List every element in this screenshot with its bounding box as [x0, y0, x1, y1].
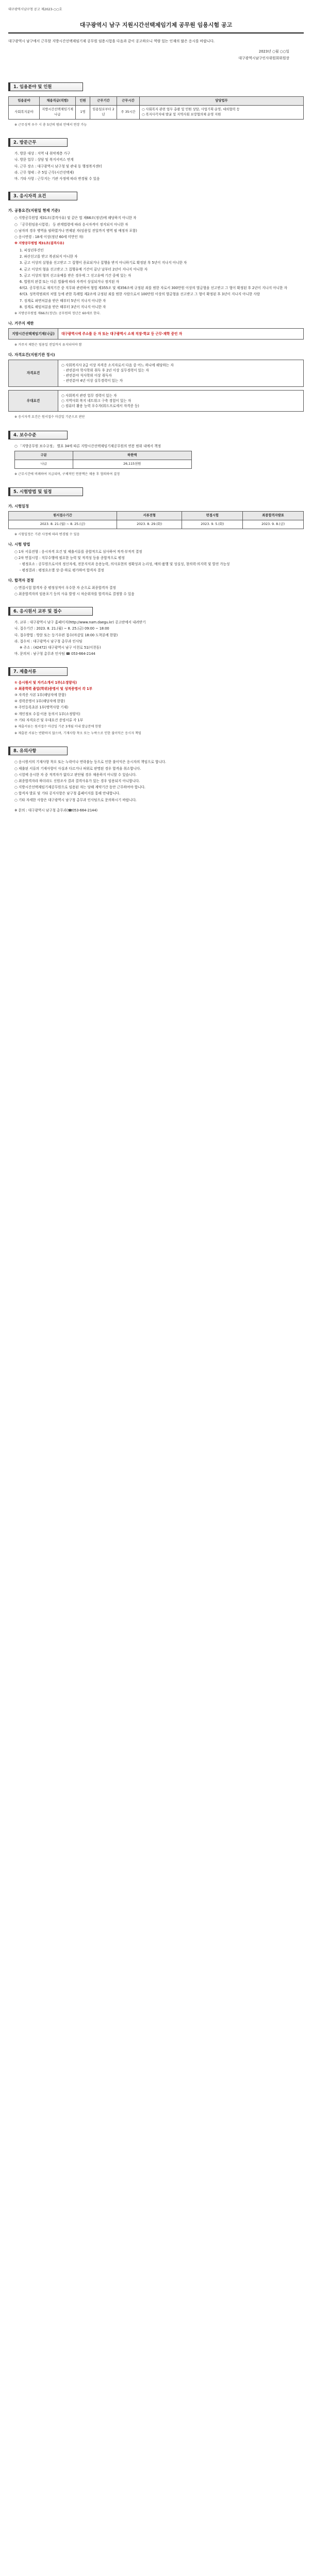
- list-item: 라. 접수처 : 대구광역시 남구청 총무과 인사팀: [14, 639, 83, 643]
- schedule-table: [8, 511, 304, 529]
- table-row: [15, 460, 192, 468]
- list-item: ○ 사회복지 관련 업무 경력이 있는 자: [61, 393, 117, 398]
- intro-text: 대구광역시 남구에서 근무할 지방시간선택제임기제 공무원 임용시험을 다음과 같이 공고하오니 역량 있는 인재의 많은 응시를 바랍니다.: [8, 39, 215, 43]
- page-title: 대구광역시 남구 지원시간선택제임기제 공무원 임용시험 공고: [8, 21, 304, 33]
- section-8-heading: 8. 유의사항: [8, 747, 68, 755]
- list-item: ※ 주소 : (42472) 대구광역시 남구 이천로 51(이천동): [20, 646, 101, 650]
- sub-heading: 가. 시험일정: [8, 504, 29, 509]
- th-hours: 근무시간: [117, 97, 140, 106]
- th-term: 근무기간: [90, 97, 117, 106]
- sub-heading: 나. 거주지 제한: [8, 320, 34, 326]
- list-item: ③ 자격증 사본 1부(해당자에 한함): [14, 693, 67, 697]
- list-item: 나. 방문 업무 : 상담 및 복지서비스 연계: [14, 158, 74, 162]
- th-duties: 담당업무: [140, 97, 304, 106]
- list-item: 5. 금고 이상의 형의 선고유예를 받은 경우에 그 선고유예 기간 중에 있는 자: [20, 273, 132, 278]
- preference-table: [8, 390, 304, 412]
- disqualification-note-heading: ※ 지방공무원법 제31조(결격사유): [14, 242, 64, 246]
- section-2-heading: 2. 방문근무: [8, 138, 68, 147]
- preference-label: 우대요건: [9, 391, 58, 412]
- list-item: ② 최종학력 졸업(학위)증명서 및 성적증명서 각 1부: [14, 686, 92, 691]
- list-item: ○ 「공무원임용시험령」 등 관계법령에 따라 응시자격이 정지되지 아니한 자: [14, 222, 128, 227]
- schedule-note: ※ 시험일정은 기관 사정에 따라 변경될 수 있음: [14, 532, 80, 536]
- th-count: 인원: [76, 97, 90, 106]
- list-item: 7. 징계로 파면처분을 받은 때부터 5년이 지나지 아니한 자: [20, 298, 106, 303]
- list-item: ○ 기타 자세한 사항은 대구광역시 남구청 총무과 인사팀으로 문의하시기 바랍니다.: [14, 798, 137, 802]
- th-apply: 원서접수기간: [9, 512, 117, 520]
- section-7-heading: 7. 제출서류: [8, 667, 68, 676]
- list-item: 마. 문의처 : 남구청 총무과 인사팀 ☎ 053-664-2144: [14, 652, 95, 656]
- cell-count: 1명: [76, 106, 90, 120]
- list-item: 다. 근무 장소 : 대구광역시 남구청 및 관내 동 행정복지센터: [14, 164, 102, 168]
- list-item: ○ 지방시간선택제임기제공무원으로 임용된 자는 당해 계약기간 동안 근무하여야 합니다.: [14, 785, 145, 790]
- list-item: ○ 최종합격자라 하더라도 신원조사 결과 결격사유가 있는 경우 임용되지 아니합니다.: [14, 778, 140, 783]
- residence-label: 지방시간선택제임기제(나급): [9, 329, 58, 339]
- list-item: ○ 최종합격자의 임용포기 등의 사유 발생 시 차순위자를 합격자로 결정할 수 있음: [14, 592, 135, 596]
- list-item: ○ 시험에 응시한 자 중 적격자가 없다고 판단될 경우 채용하지 아니할 수 있습니다.: [14, 772, 137, 777]
- cell-field: 사회복지분야: [9, 106, 40, 120]
- list-item: - 관련분야 4년 이상 실무경력이 있는 자: [61, 379, 123, 383]
- list-item: ○ 응시연령 : 18세 이상(정년 60세 미만인 자): [14, 235, 84, 240]
- list-item: ⑥ 개인정보 수집·이용 동의서 1부(소정양식): [14, 711, 80, 716]
- list-item: ④ 경력증명서 1부(해당자에 한함): [14, 699, 65, 704]
- section-1-note: ※ 근무성적 우수 시 총 5년의 범위 안에서 연장 가능: [14, 123, 87, 127]
- th-salary-min: 하한액: [73, 451, 191, 460]
- list-item: ○ 제출된 서류의 기재사항이 사실과 다르거나 허위로 판명된 경우 합격을 취소합니다.: [14, 766, 141, 771]
- cell-salary-min: 26,115천원: [73, 460, 191, 468]
- positions-table: [8, 96, 304, 119]
- list-item: ⑦ 기타 자격요건 및 우대요건 증빙서류 각 1부: [14, 718, 84, 722]
- list-item: - 관련분야 학사학위 취득 후 2년 이상 실무경력이 있는 자: [61, 368, 149, 373]
- list-item: 가. 교부 : 대구광역시 남구 홈페이지(http://www.nam.daegu.kr) 공고란에서 내려받기: [14, 620, 146, 625]
- cell-apply: 2023. 8. 21.(월) ~ 8. 25.(금): [9, 520, 117, 529]
- list-item: 4. 금고 이상의 형을 선고받고 그 집행유예 기간이 끝난 날부터 2년이 지나지 아니한 자: [20, 267, 147, 272]
- th-final: 최종합격자발표: [243, 512, 304, 520]
- residence-note: ※ 거주지 제한은 임용일 전일까지 유지되어야 함: [14, 343, 82, 347]
- cell-hours: 주 35시간: [117, 106, 140, 120]
- cell-grade: 지방시간선택제임기제 나급: [40, 106, 76, 120]
- doc-number: 대구광역시남구청 공고 제2023-○○호: [8, 8, 62, 11]
- list-item: - 평정요소 : 공무원으로서의 정신자세, 전문지식과 응용능력, 의사표현의 정확성과 논리성, 예의·품행 및 성실성, 창의력·의지력 및 발전 가능성: [20, 562, 230, 567]
- cell-final: 2023. 9. 8.(금): [243, 520, 304, 529]
- sub-heading: 가. 공통요건(지원일 현재 기준): [8, 208, 60, 213]
- list-item: ○ 합격자 발표 및 기타 공지사항은 남구청 홈페이지를 통해 안내합니다.: [14, 791, 121, 796]
- th-doc: 서류전형: [117, 512, 182, 520]
- announce-org: 대구광역시남구인사위원회위원장: [238, 56, 289, 60]
- list-item: - 평정결과 : 평정요소별 상·중·하로 평가하여 합격자 결정: [20, 568, 104, 573]
- list-item: 8. 징계로 해임처분을 받은 때부터 3년이 지나지 아니한 자: [20, 304, 106, 309]
- table-row: [9, 106, 304, 120]
- section-4-heading: 4. 보수수준: [8, 431, 68, 439]
- th-grade: 채용직급(직렬): [40, 97, 76, 106]
- list-item: 마. 기타 사항 : 근무지는 기관 사정에 따라 변경될 수 있음: [14, 177, 100, 181]
- list-item: ○ 지방공무원법 제31조(결격사유) 및 같은 법 제66조(정년)에 해당하지 아니한 자: [14, 216, 137, 221]
- list-item: 1. 피성년후견인: [20, 248, 44, 252]
- sub-heading: 나. 시험 방법: [8, 541, 30, 547]
- list-item: 2. 파산선고를 받고 복권되지 아니한 자: [20, 255, 78, 259]
- qualification-label: 자격요건: [9, 360, 58, 386]
- list-item: ○ 남자의 경우 병역을 필하였거나 면제된 자(임용일 전일까지 병역 필 예정자 포함): [14, 228, 137, 233]
- list-item: 가. 방문 대상 : 지역 내 취약계층 가구: [14, 151, 71, 156]
- list-item: ○ 응시원서의 기재사항 착오 또는 누락이나 연락불능 등으로 인한 불이익은 응시자의 책임으로 합니다.: [14, 760, 167, 765]
- list-item: 6. 법원의 판결 또는 다른 법률에 따라 자격이 상실되거나 정지된 자: [20, 279, 119, 284]
- sub-heading: 다. 합격자 결정: [8, 578, 34, 583]
- contact-footer: ※ 문의 : 대구광역시 남구청 총무과(☎053-664-2144): [14, 808, 98, 812]
- list-item: - 관련분야 석사학위 이상 취득자: [61, 374, 112, 378]
- list-item: ⑤ 주민등록초본 1부(병역사항 기재): [14, 705, 69, 710]
- cell-interview: 2023. 9. 5.(화): [182, 520, 243, 529]
- salary-table: [14, 451, 192, 469]
- th-interview: 면접시험: [182, 512, 243, 520]
- list-item: ○ 컴퓨터 활용 능력 우수자(워드프로세서 자격증 등): [61, 404, 139, 409]
- list-item: ○ 면접시험 합격자 중 평정성적이 우수한 자 순으로 최종합격자 결정: [14, 585, 116, 590]
- residence-value: 대구광역시에 주소를 둔 자 또는 대구광역시 소재 직장·학교 등 근무·재학 중인 자: [61, 331, 183, 336]
- announcement-page: [0, 0, 312, 828]
- qualification-note: ※ 응시자격 요건은 원서접수 마감일 기준으로 판단: [14, 415, 85, 419]
- list-item: 다. 접수방법 : 방문 또는 등기우편 접수(마감일 18:00 도착분에 한함): [14, 633, 118, 637]
- list-item: ○ 2차 면접시험 : 직무수행에 필요한 능력 및 적격성 등을 종합적으로 평정: [14, 555, 125, 560]
- documents-note: ※ 제출서류는 원서접수 마감일 기준 3개월 이내 발급분에 한함: [14, 725, 102, 729]
- list-item: ① 응시원서 및 자기소개서 1부(소정양식): [14, 680, 77, 685]
- list-item: 라. 근무 형태 : 주 5일 근무(시간선택제): [14, 170, 74, 175]
- th-field: 임용분야: [9, 97, 40, 106]
- announce-date: 2023년 ○월 ○○일: [258, 49, 289, 54]
- list-item: ○ 지역사회 복지 네트워크 구축 경험이 있는 자: [61, 398, 132, 403]
- list-item: ○ 1차 서류전형 : 응시자격 요건 및 제출서류를 종합적으로 심사하여 적격·부적격 결정: [14, 549, 142, 554]
- section-5-heading: 5. 시험방법 및 일정: [8, 487, 83, 496]
- residence-table: [8, 328, 304, 340]
- list-item: 3. 금고 이상의 실형을 선고받고 그 집행이 종료되거나 집행을 받지 아니하기로 확정된 후 5년이 지나지 아니한 자: [20, 261, 187, 265]
- qualification-table: [8, 360, 304, 387]
- list-item: 6의2. 공무원으로 재직기간 중 직무와 관련하여 형법 제355조 및 제356조에 규정된 죄를 범한 자로서 300만원 이상의 벌금형을 선고받고 그 형이 확정된 후 2년이 지나지 아니한 자: [20, 286, 287, 291]
- list-item: ○ 사회복지사 2급 이상 자격증 소지자로서 다음 중 어느 하나에 해당하는 자: [61, 363, 174, 367]
- cell-term: 임용일로부터 2년: [90, 106, 117, 120]
- cell-salary-type: 나급: [15, 460, 73, 468]
- retirement-note: ※ 지방공무원법 제66조(정년): 공무원의 정년은 60세로 한다.: [14, 312, 101, 316]
- section-6-heading: 6. 응시원서 교부 및 접수: [8, 607, 93, 616]
- section-3-heading: 3. 응시자격 요건: [8, 192, 77, 200]
- salary-desc: ○ 「지방공무원 보수규정」 별표 34에 따른 지방시간선택제임기제공무원의 연봉 범위 내에서 책정: [14, 444, 161, 448]
- section-1-heading: 1. 임용분야 및 인원: [8, 82, 83, 91]
- list-item: 6의3. 성폭력범죄의 처벌 등에 관한 특례법 제2조에 규정된 죄를 범한 사람으로서 100만원 이상의 벌금형을 선고받고 그 형이 확정된 후 3년이 지나지 아니한 사람: [20, 292, 260, 297]
- th-salary-type: 구분: [15, 451, 73, 460]
- table-row: [9, 520, 304, 529]
- documents-note: ※ 제출된 서류는 반환하지 않으며, 기재사항 착오 또는 누락으로 인한 불이익은 응시자 책임: [14, 731, 141, 735]
- sub-heading: 다. 자격요건(지원기관 정시): [8, 352, 55, 357]
- cell-doc: 2023. 8. 29.(화): [117, 520, 182, 529]
- salary-note: ※ 근무시간에 비례하여 지급되며, 구체적인 연봉액은 채용 후 협의하여 결정: [14, 472, 120, 476]
- list-item: 나. 접수기간 : 2023. 8. 21.(월) ~ 8. 25.(금) 09:00 ~ 18:00: [14, 626, 109, 631]
- cell-duties: ○ 사회복지 관련 업무 총괄 및 민원 상담, 사업기획·운영, 대외협력 등 ○ 복지사각지대 발굴 및 지역사회 보장협의체 운영 지원: [140, 106, 304, 120]
